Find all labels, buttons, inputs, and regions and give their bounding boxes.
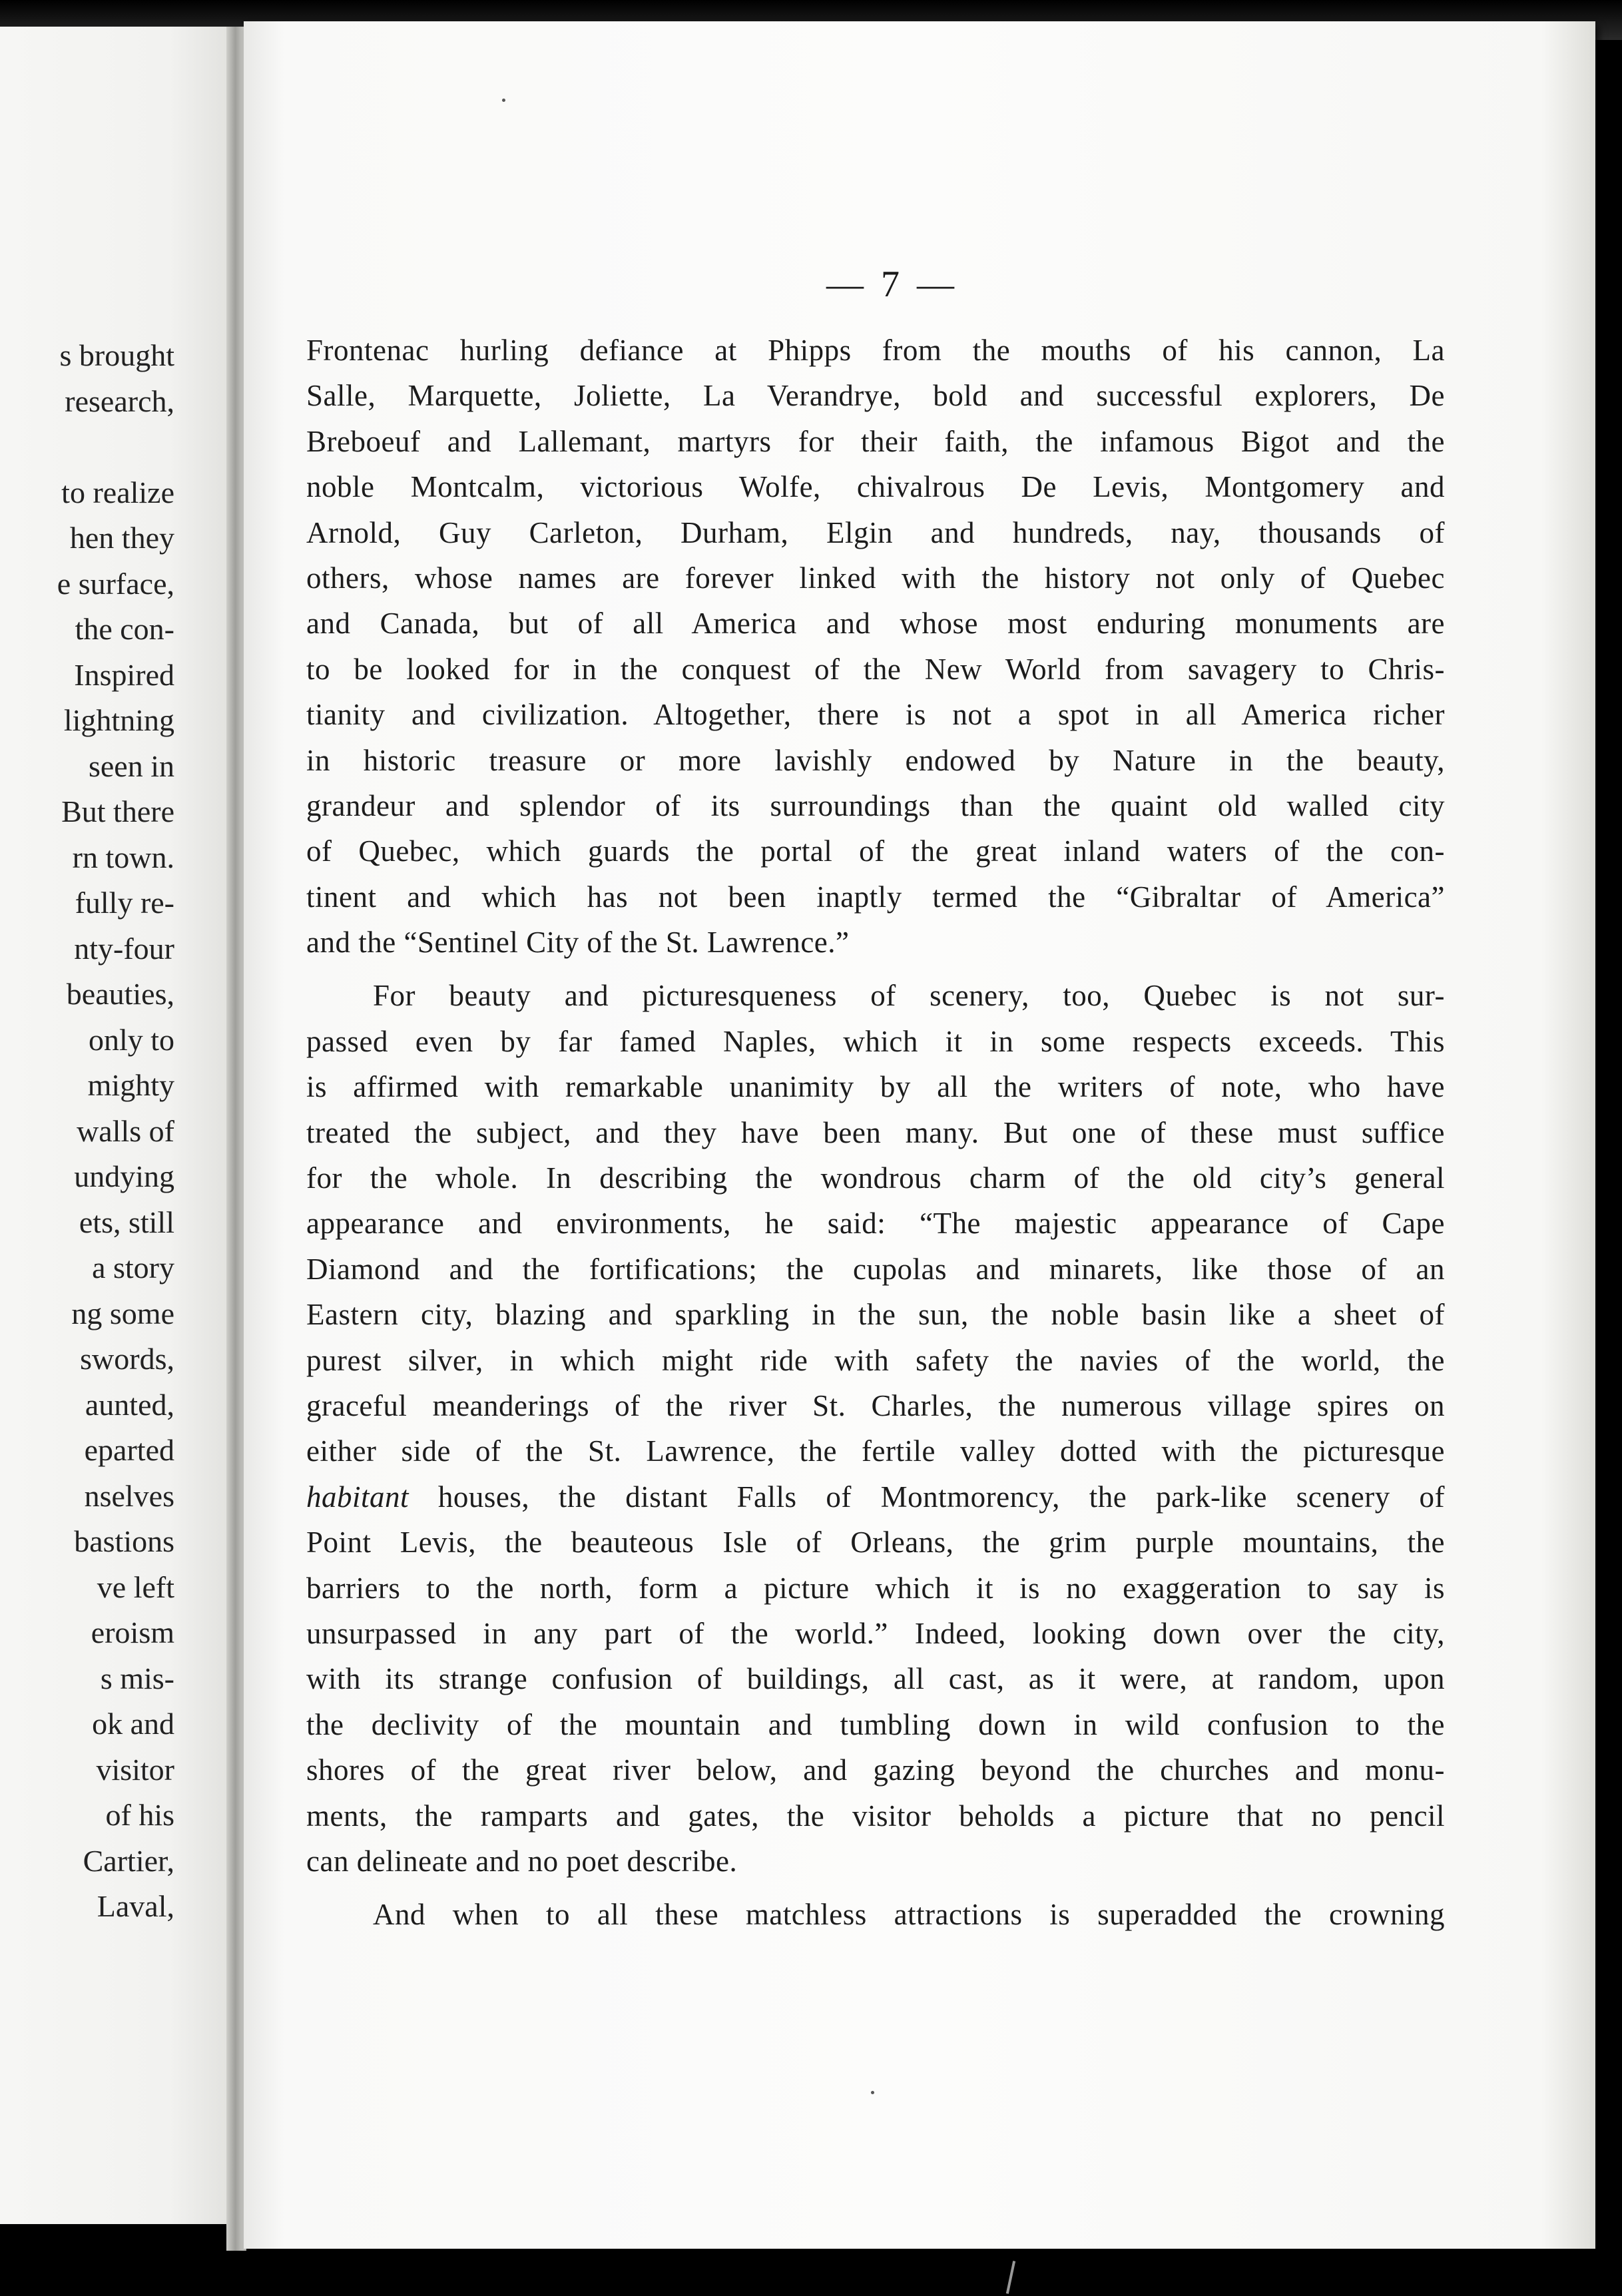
text-line: unsurpassed in any part of the world.” Indeed, looking down over the city, xyxy=(306,1616,1445,1650)
text-line: tianity and civilization. Altogether, there is not a spot in all America richer xyxy=(306,698,1445,732)
text-line: Diamond and the fortifications; the cupolas and minarets, like those of an xyxy=(306,1252,1445,1286)
text-line: barriers to the north, form a picture which it is no exaggeration to say is xyxy=(306,1571,1445,1605)
left-page-line: walls of xyxy=(77,1113,174,1148)
text-line: purest silver, in which might ride with safety the navies of the world, the xyxy=(306,1343,1445,1377)
left-page-line: eroism xyxy=(91,1615,174,1649)
text-line: others, whose names are forever linked with the history not only of Quebec xyxy=(306,561,1445,595)
left-page-line: mighty xyxy=(87,1068,174,1102)
text-line: in historic treasure or more lavishly endowed by Nature in the beauty, xyxy=(306,743,1445,777)
text-line: Eastern city, blazing and sparkling in the sun, the noble basin like a sheet of xyxy=(306,1298,1445,1332)
left-page-line: s brought xyxy=(59,338,174,372)
text-line: Breboeuf and Lallemant, martyrs for their faith, the infamous Bigot and the xyxy=(306,424,1445,458)
text-line: graceful meanderings of the river St. Charles, the numerous village spires on xyxy=(306,1388,1445,1422)
left-page-line: ets, still xyxy=(79,1205,174,1239)
text-line: to be looked for in the conquest of the New World from savagery to Chris- xyxy=(306,652,1445,686)
left-page-line: bastions xyxy=(74,1524,174,1558)
left-page-line: ng some xyxy=(71,1296,174,1330)
text-line: the declivity of the mountain and tumbling down in wild confusion to the xyxy=(306,1707,1445,1741)
text-line: Point Levis, the beauteous Isle of Orleans, the grim purple mountains, the xyxy=(306,1526,1445,1560)
left-page-line: lightning xyxy=(63,703,174,737)
left-page-line: only to xyxy=(88,1022,174,1057)
left-page-line: ok and xyxy=(92,1707,174,1741)
left-page-line: Inspired xyxy=(74,657,174,692)
text-line: Salle, Marquette, Joliette, La Verandrye, bold and successful explorers, De xyxy=(306,379,1445,413)
left-page-line: to realize xyxy=(61,475,174,509)
left-page-line: rn town. xyxy=(72,840,174,874)
left-page-line: the con- xyxy=(75,612,174,646)
left-page-line: seen in xyxy=(88,748,174,783)
left-facing-page xyxy=(0,27,241,2224)
left-page-line: nty-four xyxy=(74,931,174,966)
left-page-line: of his xyxy=(105,1798,174,1832)
text-line: shores of the great river below, and gazing beyond the churches and monu- xyxy=(306,1753,1445,1787)
text-line: noble Montcalm, victorious Wolfe, chivalrous De Levis, Montgomery and xyxy=(306,470,1445,504)
paper-speck xyxy=(871,2091,874,2094)
left-page-line: swords, xyxy=(80,1342,174,1376)
text-line-with-italic xyxy=(306,1474,1445,1520)
left-page-line: fully re- xyxy=(75,886,174,920)
left-page-line: aunted, xyxy=(85,1387,174,1422)
text-line: with its strange confusion of buildings, all cast, as it were, at random, upon xyxy=(306,1662,1445,1696)
left-page-line: hen they xyxy=(69,521,174,555)
text-line: Frontenac hurling defiance at Phipps from the mouths of his cannon, La xyxy=(306,334,1445,367)
left-page-text xyxy=(1,333,174,1930)
italic-word: habitant xyxy=(306,1480,409,1514)
text-line: either side of the St. Lawrence, the fertile valley dotted with the picturesque xyxy=(306,1434,1445,1468)
left-page-line: beauties, xyxy=(66,977,174,1011)
text-line: of Quebec, which guards the portal of the great inland waters of the con- xyxy=(306,834,1445,868)
scan-mark xyxy=(1006,2261,1015,2294)
left-page-line xyxy=(1,424,174,470)
text-line-rest: houses, the distant Falls of Montmorency, the park-like scenery of xyxy=(437,1480,1446,1514)
paper-speck xyxy=(502,99,505,102)
text-line: and Canada, but of all America and whose most enduring monuments are xyxy=(306,607,1445,641)
text-line: for the whole. In describing the wondrous charm of the old city’s general xyxy=(306,1161,1445,1195)
left-page-line: s mis- xyxy=(100,1661,174,1695)
left-page-line: a story xyxy=(92,1251,174,1285)
text-line: appearance and environments, he said: “The majestic appearance of Cape xyxy=(306,1207,1445,1241)
left-page-line: research, xyxy=(65,384,174,418)
left-page-line: e surface, xyxy=(57,566,174,601)
left-page-line: ve left xyxy=(97,1570,174,1604)
left-page-line: Cartier, xyxy=(83,1843,174,1878)
text-line: Arnold, Guy Carleton, Durham, Elgin and hundreds, nay, thousands of xyxy=(306,515,1445,549)
text-line: And when to all these matchless attractions is superadded the crowning xyxy=(373,1898,1445,1932)
text-line: and the “Sentinel City of the St. Lawrence.” xyxy=(306,926,850,960)
left-page-line: nselves xyxy=(84,1478,174,1513)
text-line: is affirmed with remarkable unanimity by all the writers of note, who have xyxy=(306,1070,1445,1104)
text-line: grandeur and splendor of its surroundings than the quaint old walled city xyxy=(306,788,1445,822)
page-number: — 7 — xyxy=(826,264,958,305)
text-line: ments, the ramparts and gates, the visitor beholds a picture that no pencil xyxy=(306,1799,1445,1833)
text-line: For beauty and picturesqueness of scenery, too, Quebec is not sur- xyxy=(373,979,1445,1013)
text-line: treated the subject, and they have been many. But one of these must suffice xyxy=(306,1115,1445,1149)
left-page-line: eparted xyxy=(84,1433,174,1467)
left-page-line: visitor xyxy=(96,1752,174,1787)
text-line: passed even by far famed Naples, which it in some respects exceeds. This xyxy=(306,1024,1445,1058)
text-line: can delineate and no poet describe. xyxy=(306,1844,738,1878)
text-line: tinent and which has not been inaptly termed the “Gibraltar of America” xyxy=(306,880,1445,914)
left-page-line: undying xyxy=(74,1159,174,1193)
body-text xyxy=(306,328,1445,1938)
left-page-line: Laval, xyxy=(97,1889,174,1923)
left-page-line: But there xyxy=(61,794,174,828)
